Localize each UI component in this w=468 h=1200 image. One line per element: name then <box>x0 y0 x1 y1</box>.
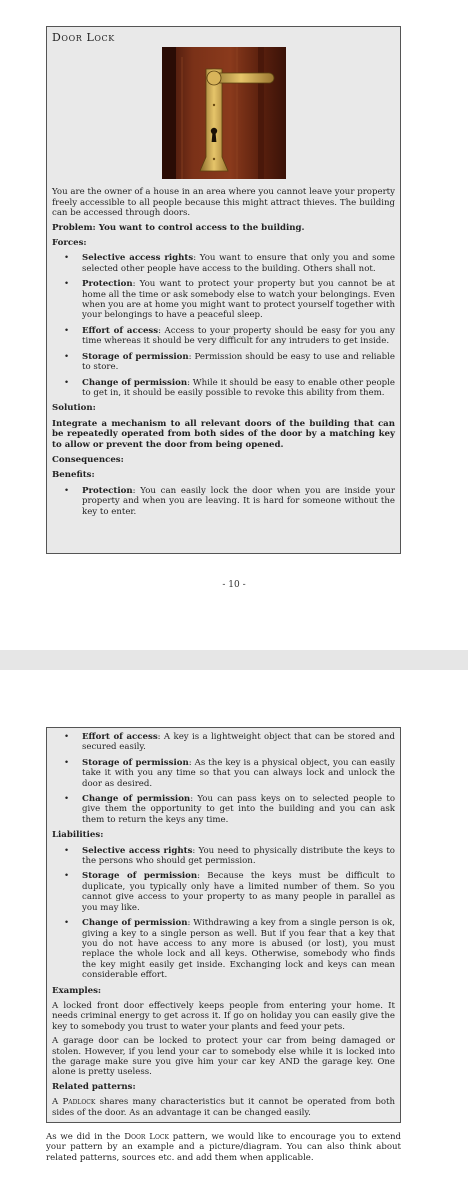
page-number: - 10 - <box>222 580 246 590</box>
forces-list <box>52 253 395 398</box>
list-item: • Selective access rights: You need to physically distribute the keys to the persons who should get permission. <box>82 846 395 867</box>
solution-heading: Solution: <box>52 403 96 414</box>
list-item: • Change of permission: You can pass keys on to selected people to give them the opportunity to get into the building and you can ask them to return the keys any time. <box>82 794 395 825</box>
list-item: • Protection: You can easily lock the door when you are inside your property and when you are leaving. It is hard for someone without the key to enter. <box>82 486 395 517</box>
pattern-box-door-lock <box>46 26 401 554</box>
list-item: • Change of permission: While it should be easy to enable other people to get in, it should be easily possible to revoke this ability from them. <box>82 378 395 399</box>
benefits-list-continued <box>52 732 395 825</box>
example-paragraph: A locked front door effectively keeps people from entering your home. It needs criminal energy to get across it. If go on holiday you can easily give the key to somebody you trust to water your plants and feed your pets. <box>52 1000 395 1032</box>
door-lock-image <box>162 47 286 179</box>
page-11 <box>0 670 468 1200</box>
forces-heading: Forces: <box>52 238 87 249</box>
list-item: • Change of permission: Withdrawing a key from a single person is ok, giving a key to a single person as well. But if you fear that a key that you do not have access to any more is abused (or lost), you must replace the whole lock and all keys. Otherwise, somebody who finds the key might easily get inside. Exchanging lock and keys can mean considerable effort. <box>82 918 395 980</box>
closing-paragraph: As we did in the Door Lock pattern, we would like to encourage you to extend your pattern by an example and a picture/diagram. You can also think about related patterns, sources etc. and add them when applicable. <box>46 1132 401 1163</box>
benefits-heading: Benefits: <box>52 470 95 481</box>
pattern-title: Door Lock <box>52 31 115 44</box>
consequences-heading: Consequences: <box>52 454 124 465</box>
benefits-list <box>52 486 395 517</box>
list-item: • Protection: You want to protect your property but you cannot be at home all the time or ask somebody else to watch your belongings. Even when you are at home you might want to protect yourself together with your belongings to have a peaceful sleep. <box>82 279 395 321</box>
examples-heading: Examples: <box>52 985 102 996</box>
list-item: • Selective access rights: You want to ensure that only you and some selected other people have access to the building. Others shall not. <box>82 253 395 274</box>
liabilities-heading: Liabilities: <box>52 830 104 841</box>
related-patterns-heading: Related patterns: <box>52 1081 136 1092</box>
list-item: • Effort of access: A key is a lightweight object that can be stored and secured easily. <box>82 732 395 753</box>
list-item: • Storage of permission: Permission should be easy to use and reliable to store. <box>82 352 395 373</box>
page-separator <box>0 650 468 670</box>
liabilities-list <box>52 846 395 981</box>
list-item: • Storage of permission: As the key is a physical object, you can easily take it with you any time so that you can always lock and unlock the door as desired. <box>82 758 395 789</box>
door-lock-photo <box>162 47 286 179</box>
related-pattern-combination-lock <box>52 1122 395 1123</box>
example-paragraph: A garage door can be locked to protect your car from being damaged or stolen. However, if you lend your car to somebody else while it is locked into the garage make sure you give him your car key AND the garage key. One alone is pretty useless. <box>52 1036 395 1078</box>
list-item: • Effort of access: Access to your property should be easy for you any time whereas it should be very difficult for any intruders to get inside. <box>82 326 395 347</box>
related-pattern-padlock: A Padlock shares many characteristics but it cannot be operated from both sides of the door. As an advantage it can be changed easily. <box>52 1097 395 1118</box>
solution-text: Integrate a mechanism to all relevant doors of the building that can be repeatedly operated from both sides of the door by a matching key to allow or prevent the door from being opened. <box>52 418 395 450</box>
list-item: • Storage of permission: Because the keys must be difficult to duplicate, you typically only have a limited number of them. So you cannot give access to your property to as many people in parallel as you may like. <box>82 871 395 913</box>
intro-text: You are the owner of a house in an area where you cannot leave your property freely accessible to all people because this might attract thieves. The building can be accessed through doors. <box>52 187 395 219</box>
problem-statement: Problem: You want to control access to the building. <box>52 222 305 233</box>
pattern-box-continued <box>46 727 401 1123</box>
